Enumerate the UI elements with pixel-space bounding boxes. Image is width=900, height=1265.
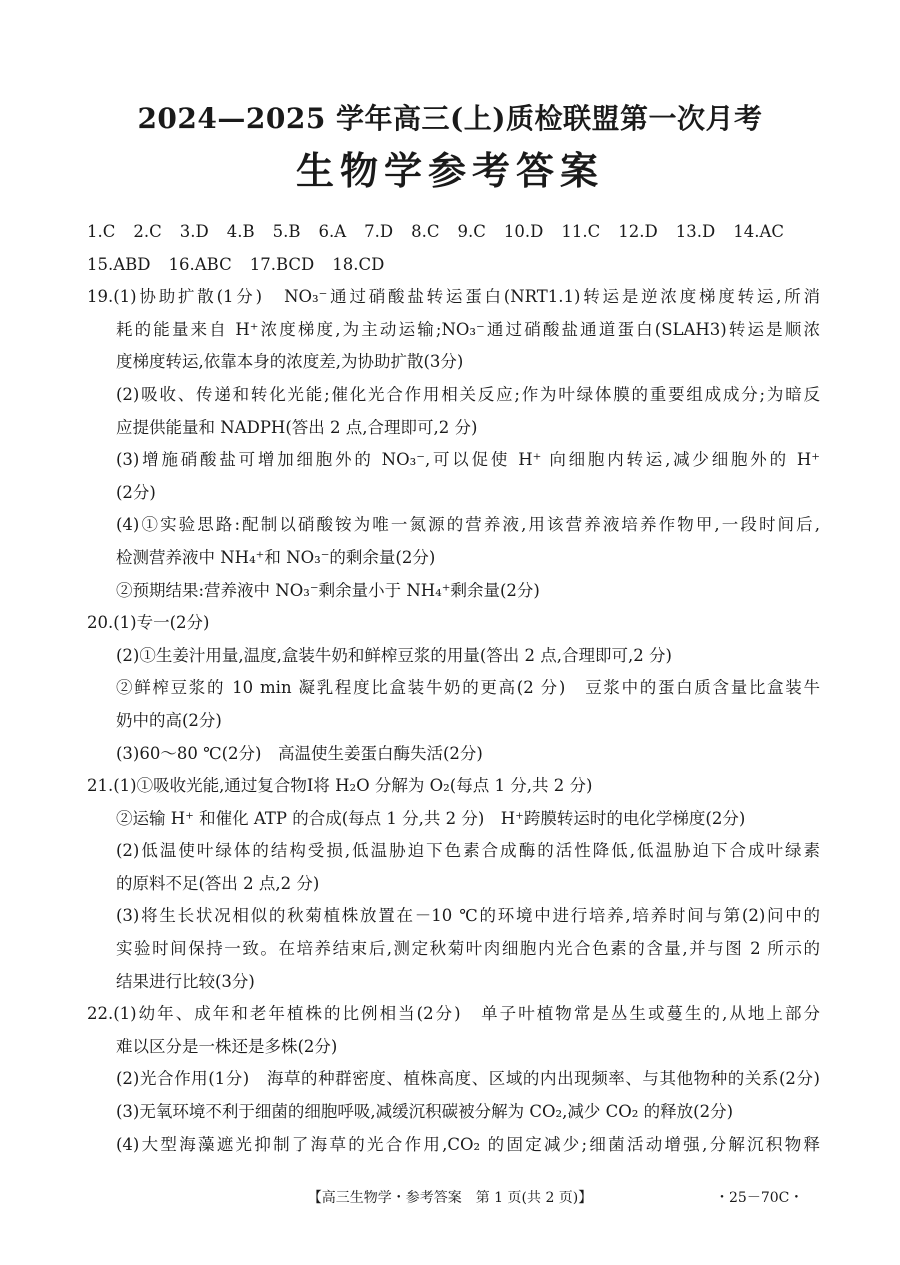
- q20-line: ②鲜榨豆浆的 10 min 凝乳程度比盒装牛奶的更高(2 分) 豆浆中的蛋白质含量比盒装牛: [116, 678, 820, 698]
- q21-line: 结果进行比较(3分): [116, 971, 255, 991]
- q22-line: (2)光合作用(1分) 海草的种群密度、植株高度、区域的内出现频率、与其他物种的关系(2分): [116, 1069, 820, 1089]
- q19-line: (3)增施硝酸盐可增加细胞外的 NO₃⁻,可以促使 H⁺ 向细胞内转运,减少细胞外的 H⁺: [116, 450, 820, 470]
- choice-answer: 2.C: [133, 222, 162, 241]
- choice-answers-row-2: [87, 249, 820, 282]
- answer-content: [87, 216, 820, 1161]
- choice-answer: 8.C: [411, 222, 440, 241]
- q19-line: 度梯度转运,依靠本身的浓度差,为协助扩散(3分): [116, 352, 464, 372]
- choice-answers-row-1: [87, 216, 820, 249]
- q19-line: (2)吸收、传递和转化光能;催化光合作用相关反应;作为叶绿体膜的重要组成成分;为暗反: [116, 384, 820, 404]
- choice-answer: 5.B: [272, 222, 301, 241]
- q22-line: 22.(1)幼年、成年和老年植株的比例相当(2分) 单子叶植物常是丛生或蔓生的,从地上部分: [87, 1004, 820, 1024]
- q21-line: ②运输 H⁺ 和催化 ATP 的合成(每点 1 分,共 2 分) H⁺跨膜转运时的电化学梯度(2分): [116, 808, 746, 828]
- q19-line: (2分): [116, 482, 156, 502]
- footer-code: ・25－70C・: [715, 1190, 804, 1206]
- choice-answer: 10.D: [503, 222, 544, 241]
- q21-line: 的原料不足(答出 2 点,2 分): [116, 873, 320, 893]
- q20-line: (3)60～80 ℃(2分) 高温使生姜蛋白酶失活(2分): [116, 743, 483, 763]
- q20-line: (2)①生姜汁用量,温度,盒装牛奶和鲜榨豆浆的用量(答出 2 点,合理即可,2 分): [116, 645, 672, 665]
- choice-answer: 11.C: [561, 222, 601, 241]
- choice-answer: 1.C: [87, 222, 116, 241]
- choice-answer: 4.B: [226, 222, 255, 241]
- footer-page-info: 【高三生物学・参考答案 第 1 页(共 2 页)】: [307, 1190, 593, 1206]
- choice-answer: 3.D: [179, 222, 209, 241]
- q19-line: 应提供能量和 NADPH(答出 2 点,合理即可,2 分): [116, 417, 478, 437]
- choice-answer: 14.AC: [733, 222, 784, 241]
- q20-line: 奶中的高(2分): [116, 710, 222, 730]
- q19-line: ②预期结果:营养液中 NO₃⁻剩余量小于 NH₄⁺剩余量(2分): [116, 580, 540, 600]
- q21-line: (3)将生长状况相似的秋菊植株放置在－10 ℃的环境中进行培养,培养时间与第(2)问中的: [116, 906, 820, 926]
- q22-line: 难以区分是一株还是多株(2分): [116, 1036, 338, 1056]
- choice-answer: 12.D: [618, 222, 658, 241]
- choice-answer: 6.A: [318, 222, 347, 241]
- choice-answer: 9.C: [457, 222, 486, 241]
- choice-answer: 17.BCD: [249, 254, 315, 274]
- choice-answer: 7.D: [364, 222, 394, 241]
- q21-line: 实验时间保持一致。在培养结束后,测定秋菊叶肉细胞内光合色素的含量,并与图 2 所示的: [116, 939, 820, 959]
- choice-answer: 15.ABD: [87, 254, 151, 274]
- exam-title: 2024—2025 学年高三(上)质检联盟第一次月考: [137, 102, 763, 135]
- q19-line: (4)①实验思路:配制以硝酸铵为唯一氮源的营养液,用该营养液培养作物甲,一段时间后,: [116, 515, 820, 535]
- q21-line: (2)低温使叶绿体的结构受损,低温胁迫下色素合成酶的活性降低,低温胁迫下合成叶绿素: [116, 841, 820, 861]
- answer-key-title: 生物学参考答案: [295, 148, 604, 193]
- q22-line: (4)大型海藻遮光抑制了海草的光合作用,CO₂ 的固定减少;细菌活动增强,分解沉积物释: [116, 1134, 820, 1154]
- q19-line: 19.(1)协助扩散(1分) NO₃⁻通过硝酸盐转运蛋白(NRT1.1)转运是逆浓度梯度转运,所消: [87, 287, 820, 307]
- choice-answer: 13.D: [675, 222, 716, 241]
- choice-answer: 16.ABC: [168, 254, 232, 274]
- q19-line: 耗的能量来自 H⁺浓度梯度,为主动运输;NO₃⁻通过硝酸盐通道蛋白(SLAH3)转运是顺浓: [116, 319, 820, 339]
- q20-line: 20.(1)专一(2分): [87, 613, 210, 633]
- q21-line: 21.(1)①吸收光能,通过复合物Ⅰ将 H₂O 分解为 O₂(每点 1 分,共 2 分): [87, 776, 593, 796]
- q19-line: 检测营养液中 NH₄⁺和 NO₃⁻的剩余量(2分): [116, 547, 436, 567]
- choice-answer: 18.CD: [332, 254, 385, 274]
- q22-line: (3)无氧环境不利于细菌的细胞呼吸,减缓沉积碳被分解为 CO₂,减少 CO₂ 的释放(2分): [116, 1102, 734, 1122]
